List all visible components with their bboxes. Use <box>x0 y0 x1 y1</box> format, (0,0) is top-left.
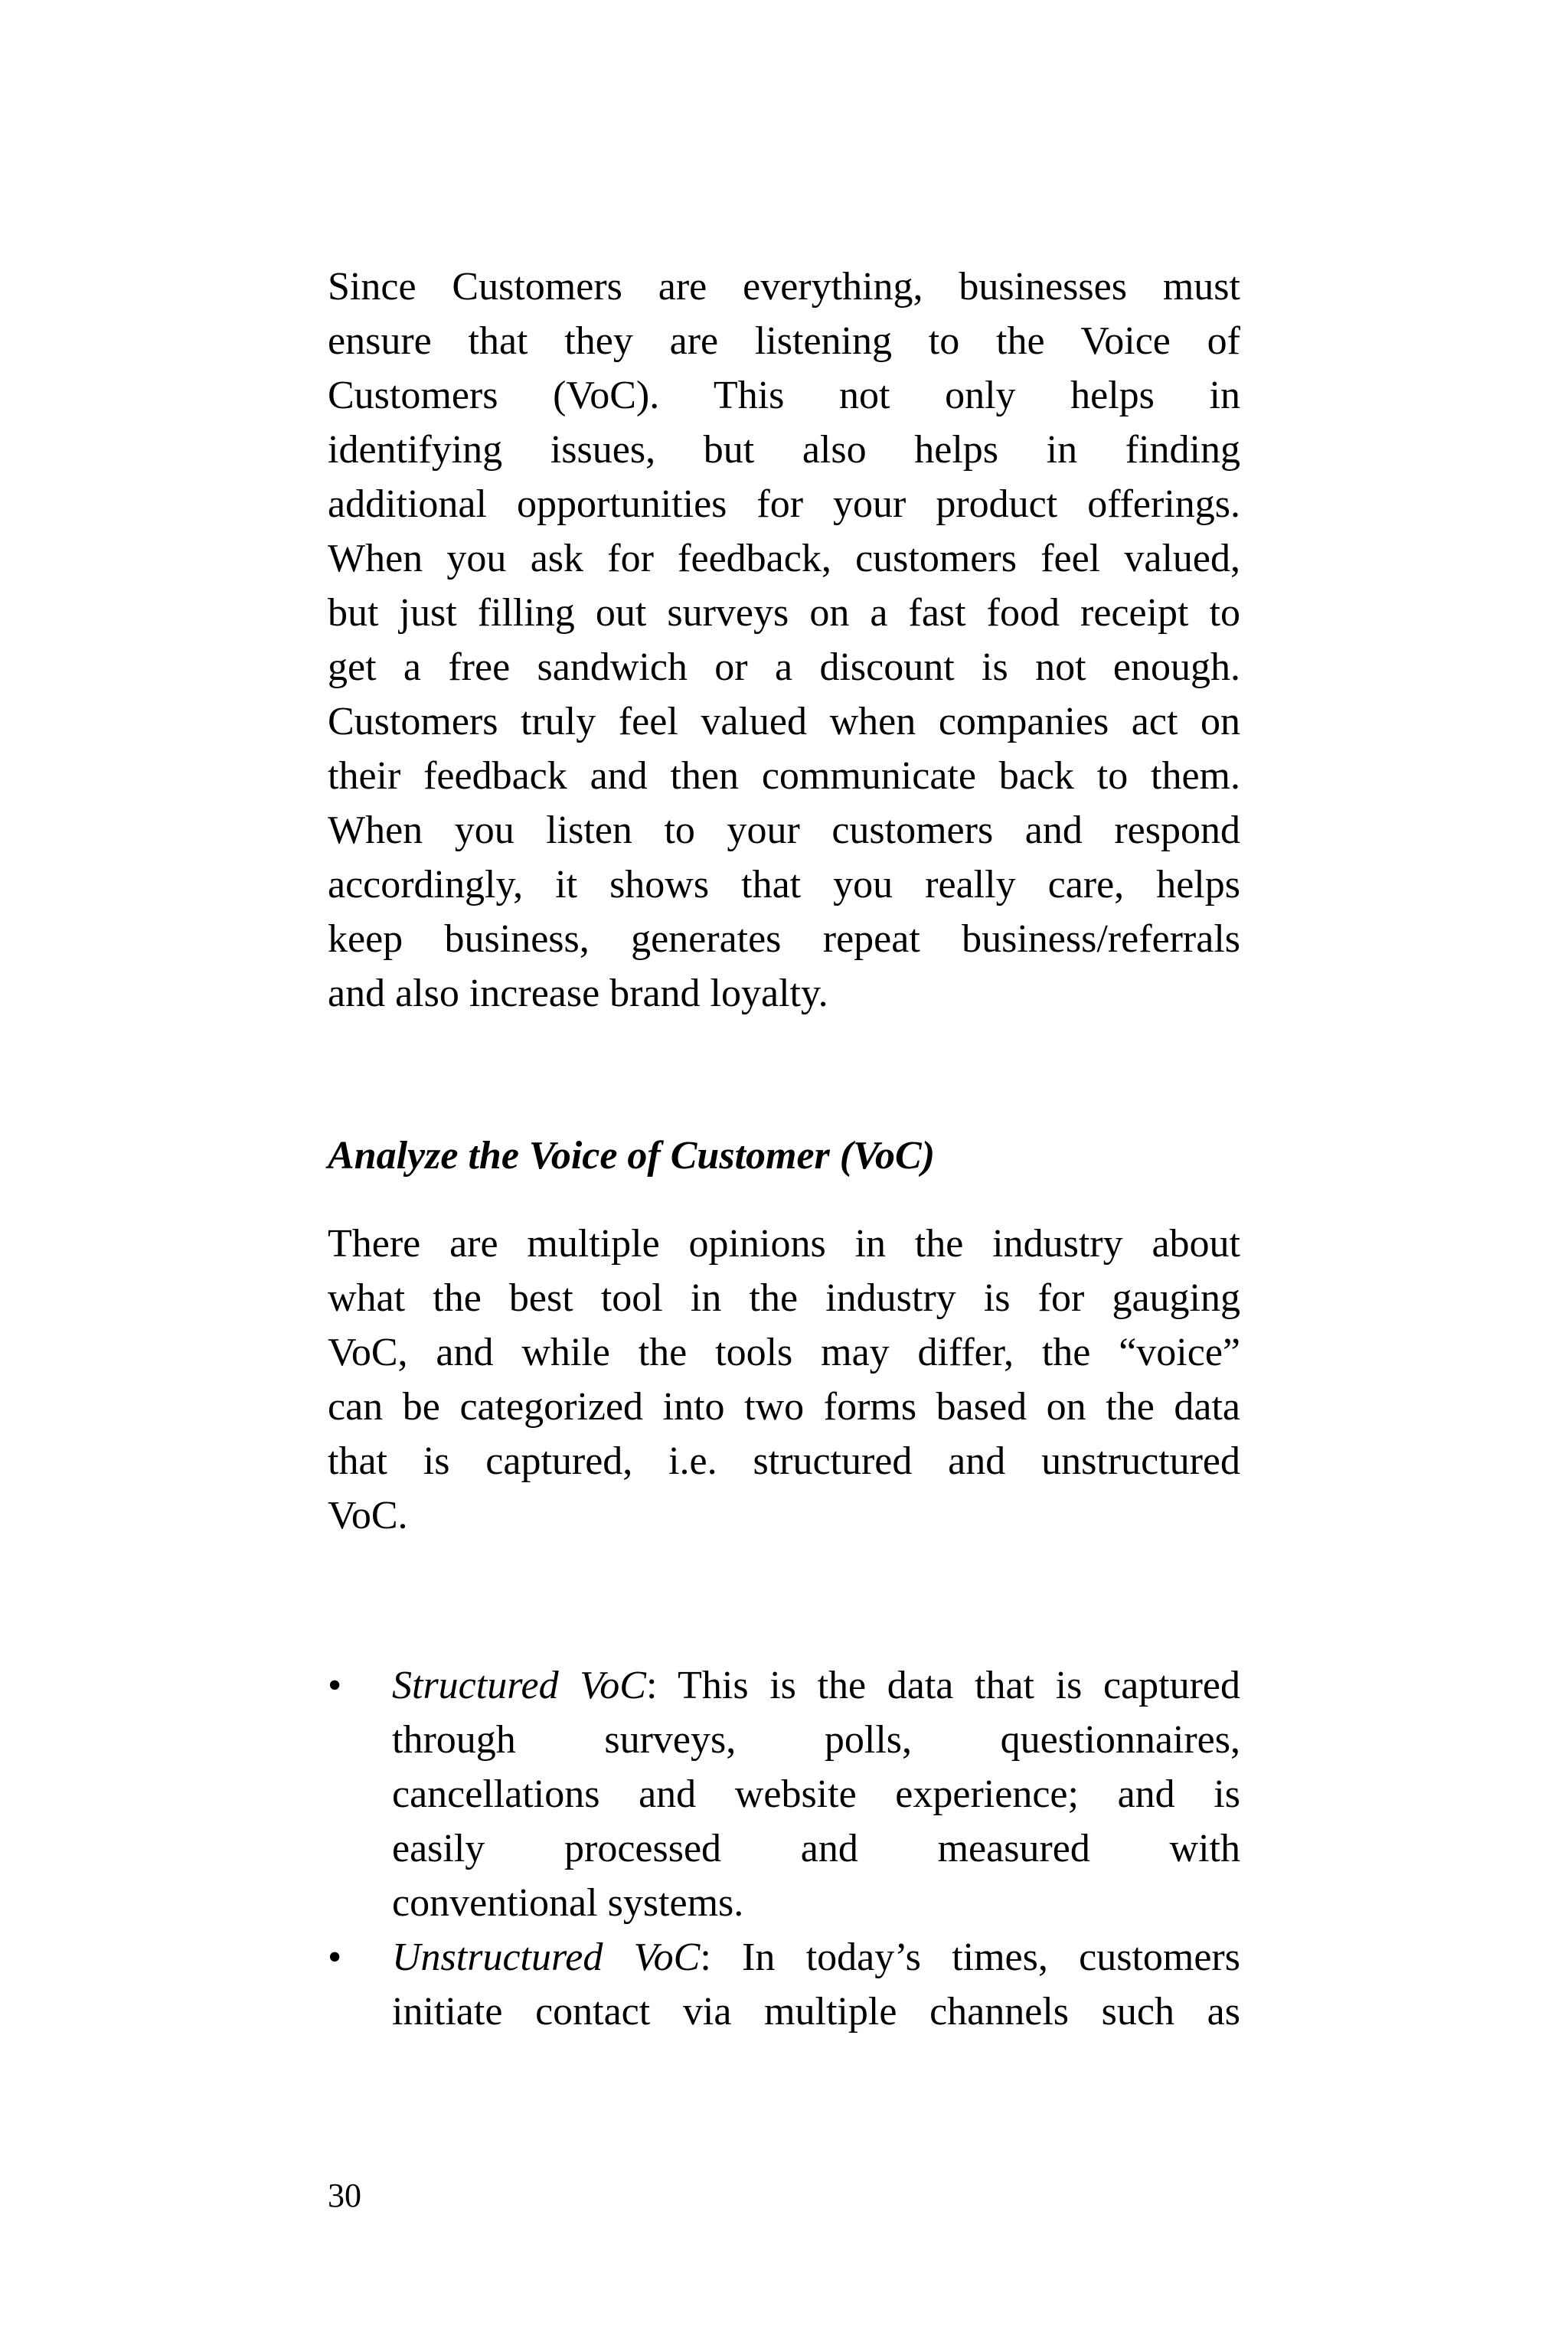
bullet-first-line-rest: : In today’s times, customers <box>700 1936 1240 1979</box>
bullet-first-line-rest: : This is the data that is captured <box>645 1664 1241 1707</box>
paragraph-line: and also increase brand loyalty. <box>328 972 828 1015</box>
paragraph-line: Since Customers are everything, businesses must <box>328 265 1240 309</box>
paragraph-line: can be categorized into two forms based on the data <box>328 1385 1240 1429</box>
bullet-first-line <box>392 1658 1240 1713</box>
section-heading: Analyze the Voice of Customer (VoC) <box>328 1134 936 1178</box>
paragraph-line: Customers (VoC). This not only helps in <box>328 374 1240 417</box>
paragraph-line: keep business, generates repeat business/referrals <box>328 917 1240 961</box>
bullet-marker: • <box>328 1664 342 1707</box>
paragraph-line: accordingly, it shows that you really care, helps <box>328 863 1240 906</box>
bullet-item-structured-voc <box>328 1658 1240 1930</box>
page-number: 30 <box>328 2177 361 2214</box>
bullet-first-line <box>392 1930 1240 1984</box>
paragraph-line: When you ask for feedback, customers feel valued, <box>328 537 1240 580</box>
bullet-line: conventional systems. <box>392 1881 744 1925</box>
paragraph-line: When you listen to your customers and respond <box>328 808 1240 852</box>
paragraph-line: what the best tool in the industry is for gauging <box>328 1276 1240 1320</box>
paragraph-line: ensure that they are listening to the Voice of <box>328 319 1240 363</box>
bullet-item-unstructured-voc <box>328 1930 1240 2039</box>
paragraph-line: Customers truly feel valued when companies act on <box>328 700 1240 743</box>
paragraph-line: but just filling out surveys on a fast food receipt to <box>328 591 1240 635</box>
bullet-text <box>392 1658 1240 1930</box>
bullet-line: initiate contact via multiple channels such as <box>392 1990 1240 2034</box>
paragraph-line: VoC. <box>328 1494 408 1537</box>
paragraph-line: additional opportunities for your product offerings. <box>328 482 1240 526</box>
paragraph-voc-importance <box>328 260 1240 1021</box>
bullet-line: through surveys, polls, questionnaires, <box>392 1718 1240 1762</box>
paragraph-line: that is captured, i.e. structured and unstructured <box>328 1439 1240 1483</box>
bullet-list <box>328 1658 1240 2039</box>
bullet-term: Unstructured VoC <box>392 1936 701 1979</box>
paragraph-line: identifying issues, but also helps in finding <box>328 428 1240 472</box>
bullet-line: easily processed and measured with <box>392 1827 1240 1870</box>
bullet-term: Structured VoC <box>392 1664 646 1707</box>
paragraph-line: VoC, and while the tools may differ, the “voice” <box>328 1331 1240 1374</box>
bullet-line: cancellations and website experience; and is <box>392 1772 1240 1816</box>
paragraph-line: their feedback and then communicate back to them. <box>328 754 1240 798</box>
bullet-text <box>392 1930 1240 2039</box>
paragraph-line: There are multiple opinions in the industry about <box>328 1222 1240 1266</box>
paragraph-voc-forms <box>328 1217 1240 1543</box>
bullet-marker: • <box>328 1936 342 1979</box>
paragraph-line: get a free sandwich or a discount is not enough. <box>328 645 1240 689</box>
